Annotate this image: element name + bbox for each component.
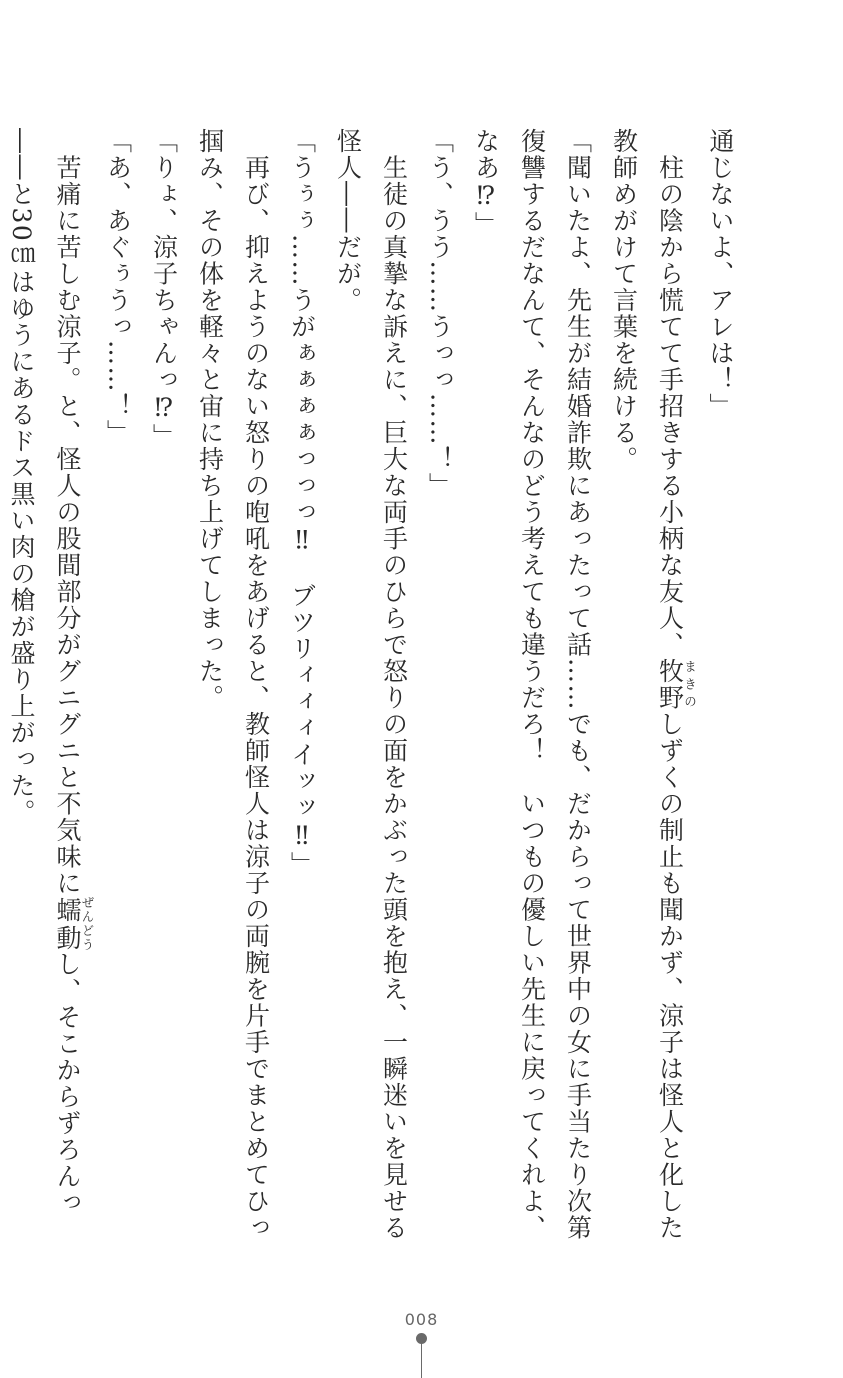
ruby-annotation: 牧野まきの (655, 658, 698, 711)
text-paragraph: 「うぅぅ……うがぁぁぁぁっっっ‼ ブツリィィィイッッ‼」 (287, 128, 317, 878)
novel-text-body (7, 128, 743, 1258)
ruby-reading: まきの (682, 658, 698, 711)
text-paragraph: 生徒の真摯な訴えに、巨大な両手のひらで怒りの面をかぶった頭を抱え、一瞬迷いを見せる怪人――だが。 (333, 128, 409, 1241)
text-paragraph: 「う、うう……うっっ……！」 (425, 128, 455, 499)
text-paragraph: 柱の陰から慌てて手招きする小柄な友人、牧野まきのしずくの制止も聞かず、涼子は怪人と化した教師めがけて言葉を続ける。 (609, 128, 698, 1241)
ruby-reading: ぜんどう (80, 895, 95, 952)
page-number: 008 (404, 1310, 439, 1329)
text-paragraph: 「聞いたよ、先生が結婚詐欺にあったって話……でも、だからって世界中の女に手当たり次第復讐するだなんて、そんなのどう考えても違うだろ！ いつもの優しい先生に戻ってくれよ、なあ⁉」 (471, 128, 593, 1241)
text-paragraph: 再び、抑えようのない怒りの咆吼をあげると、教師怪人は涼子の両腕を片手でまとめてひっ掴み、その体を軽々と宙に持ち上げてしまった。 (195, 128, 271, 1241)
ruby-annotation: 蠕動ぜんどう (53, 895, 95, 952)
text-paragraph: 「りょ、涼子ちゃんっ⁉」 (149, 128, 179, 450)
text-paragraph: 通じないよ、アレは！」 (706, 128, 735, 420)
text-paragraph: 苦痛に苦しむ涼子。と、怪人の股間部分がグニグニと不気味に蠕動ぜんどうし、そこからずろんっ――と30㎝はゆうにあるドス黒い肉の槍が盛り上がった。 (7, 128, 95, 1216)
text-paragraph: 「あ、あぐぅうっ……！」 (103, 128, 133, 446)
page-marker-line (421, 1343, 422, 1378)
